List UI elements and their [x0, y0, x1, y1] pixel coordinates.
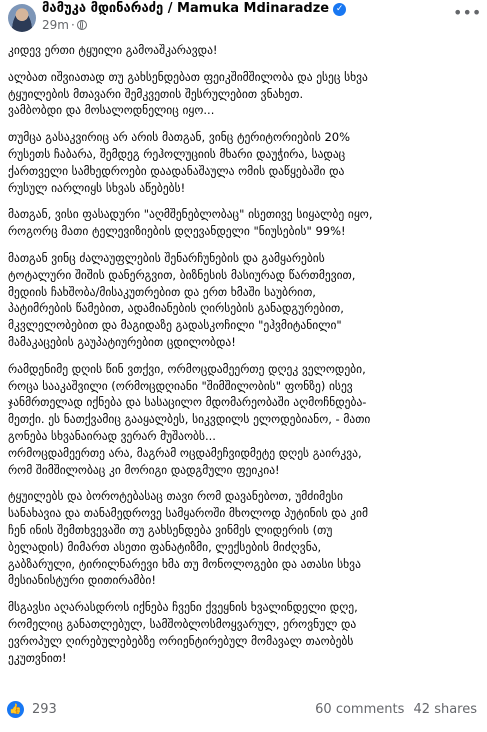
post-paragraph: რამდენიმე დღის წინ ვთქვი, ორმოცდამეერთე დღეკ ველოდები, როცა სააკაშვილი (ორმოცდღიანი "შიმშილობის" ფონზე) ისევ ჯანმრთელად იქნება და სასაცილო მდომარეობაში აღმოჩნდება- მეთქი. ეს ნათქვამიც გააყალბეს, სიკვდილს ელოდებიანო, - მათი გონება სხვანაირად ვერარ მუშაობს... — [8, 361, 371, 443]
more-options-icon[interactable]: ••• — [453, 3, 482, 22]
like-reaction-icon[interactable]: 👍 — [7, 701, 24, 718]
post-paragraph: ალბათ იშვიათად თუ გახსენდებათ ფეიკშიმშილობა და ესეც სხვა ტყუილების მთავარი შემკვეთის შესრულებით ვნახეთ. ვამბობდი და მოსალოდნელიც იყო... — [8, 69, 368, 118]
post-footer — [0, 700, 487, 722]
author-avatar[interactable] — [8, 4, 36, 32]
author-name-text[interactable]: მამუკა მდინარაძე / Mamuka Mdinaradze — [42, 1, 330, 16]
post-paragraph: კიდევ ერთი ტყუილი გამოაშკარავდა! — [8, 43, 218, 57]
post-paragraph: ტყუილებს და ბოროტებასაც თავი რომ დავანებოთ, უმძიმესი სანახავია და თანამედროვე სამყაროში მხოლოდ პუტინის და კიმ ჩენ ინის შემთხვევაში თუ გახსენდება ვინმეს ლიდერის (თუ ბელადის) მიმართ ასეთი ფანატიზმი, ლექსების მიძღვნა, გაბზარული, ტირილნარევი ხმა თუ მონოლოგები და ათასი სხვა მესიანისტური დითირამბი! — [8, 489, 369, 588]
shares-count[interactable]: 42 shares — [413, 702, 477, 717]
post-paragraph: მსგავსი აღარასდროს იქნება ჩვენი ქვეყნის ხვალინდელი დღე, რომელიც განათლებულ, სამშობლოსმოყვარულ, ეროვნულ და ევროპულ ღირებულებებზე ორიენტირებულ მომავალ თაობებს ეკუთვნით! — [8, 600, 358, 665]
globe-icon — [77, 20, 87, 30]
author-name[interactable] — [42, 1, 346, 16]
meta-separator: · — [70, 18, 75, 32]
engagement-summary — [315, 702, 477, 717]
post-content — [8, 42, 480, 676]
post-header — [0, 0, 487, 36]
post-paragraph: მათგან, ვისი ფასადური "აღმშენებლობაც" ისეთივე სიყალბე იყო, როგორც მათი ტელევიზიების დღევანდელი "ნიუსების" 99%! — [8, 207, 373, 239]
post-paragraph: თუმცა გასაკვირიც არ არის მათგან, ვინც ტერიტორიების 20% რუსეთს ჩაბარა, შემდეგ რეჰოლუციის მხარი დაუჭირა, სადაც ქართველი სამხედროები დაადანაშაულა ომის დაწყებაში და რუსულ იარლიყს სხვას აწებებს! — [8, 130, 351, 195]
post-meta — [42, 18, 87, 32]
post-time[interactable]: 29m — [42, 18, 69, 32]
post-paragraph: მათგან ვინც ძალაუფლების შენარჩუნების და გამყარების ტოტალური შიშის დანერგვით, ბიზნესის მასიურად წართმევით, მედიის ჩახშობა/მისაკუთრებით და ერთ ხმაში საუბრით, პატიმრების წამებით, ადამიანების ღირსების განადგურებით, მკვლელობებით და მაგიდაზე გადასკოჩილი "ეჰვმიტანილი" მამაკაცების გაუპატიურებით ცდილობდა! — [8, 250, 356, 349]
post-paragraph: ორმოცდამეერთე არა, მაგრამ ოცდამეჩვიდმეტე დღეს გაირკვა, რომ შიმშილობაც კი მორიგი დადგმული ფეიკია! — [8, 445, 362, 477]
reactions-count[interactable]: 293 — [32, 702, 57, 717]
verified-badge-icon: ✓ — [333, 3, 346, 16]
comments-count[interactable]: 60 comments — [315, 702, 405, 717]
